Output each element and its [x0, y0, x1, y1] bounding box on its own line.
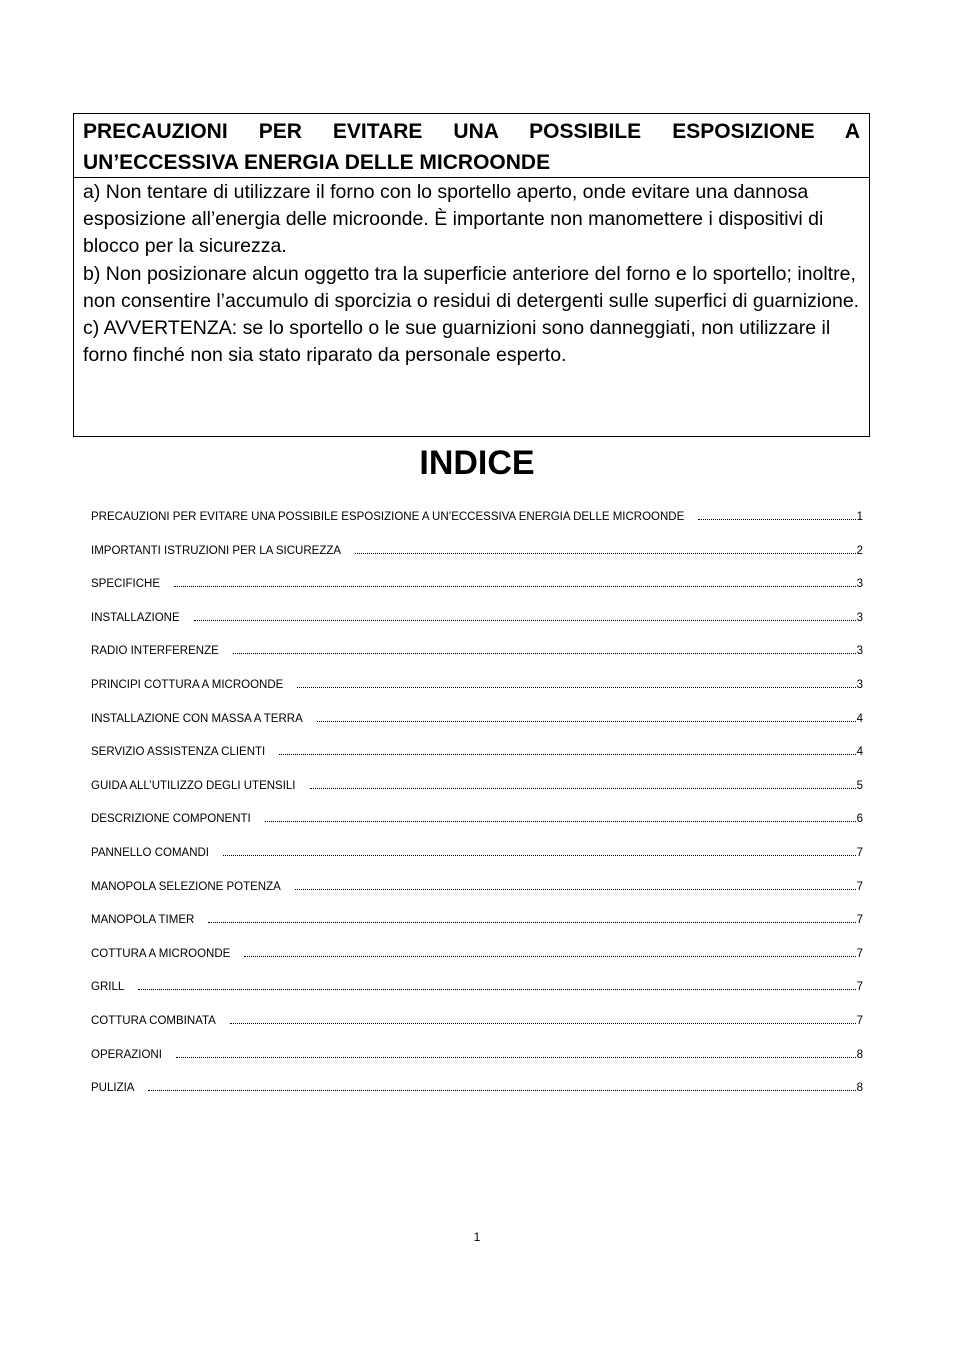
- toc-entry-label: MANOPOLA TIMER: [91, 914, 195, 927]
- toc-entry-label: GRILL: [91, 981, 125, 994]
- toc-entry-page: 7: [856, 880, 863, 893]
- toc-entry-label: DESCRIZIONE COMPONENTI: [91, 813, 251, 826]
- toc-entry-label: OPERAZIONI: [91, 1048, 162, 1061]
- toc-entry-label: SPECIFICHE: [91, 578, 161, 591]
- toc-entry-leader: [279, 753, 855, 755]
- toc-entry-page: 1: [856, 511, 863, 523]
- toc-entry-label: COTTURA COMBINATA: [91, 1014, 216, 1027]
- toc-entry-leader: [698, 518, 855, 520]
- toc-entry[interactable]: [91, 676, 863, 710]
- toc-entry-leader: [148, 1089, 855, 1091]
- toc-entry-page: 3: [856, 678, 863, 691]
- toc-entry-leader: [230, 1022, 856, 1024]
- precaution-paragraph-b: b) Non posizionare alcun oggetto tra la superficie anteriore del forno e lo sportello; inoltre, non consentire l’accumulo di sporcizia o residui di detergenti sulle superfici di guarnizione.: [83, 262, 860, 312]
- toc-entry[interactable]: [91, 777, 863, 811]
- page-number: 1: [473, 1230, 481, 1244]
- precautions-title: [74, 114, 869, 178]
- toc-entry[interactable]: [91, 542, 863, 576]
- toc-entry-leader: [310, 787, 856, 789]
- precaution-paragraph-a: a) Non tentare di utilizzare il forno con lo sportello aperto, onde evitare una dannosa esposizione all’energia delle microonde. È importante non manomettere i dispositivi di blocco per la sicurezza.: [83, 181, 824, 258]
- toc-entry[interactable]: [91, 1012, 863, 1046]
- toc-entry-label: PRECAUZIONI PER EVITARE UNA POSSIBILE ESPOSIZIONE A UN’ECCESSIVA ENERGIA DELLE MICROONDE: [91, 511, 685, 523]
- toc-entry-leader: [355, 552, 856, 554]
- toc-entry-leader: [317, 720, 856, 722]
- toc-entry-leader: [208, 921, 855, 923]
- toc-entry-leader: [233, 652, 856, 654]
- toc-entry-label: PULIZIA: [91, 1082, 135, 1095]
- toc-entry-leader: [244, 955, 855, 957]
- toc-entry-label: MANOPOLA SELEZIONE POTENZA: [91, 880, 281, 893]
- toc-entry-label: INSTALLAZIONE: [91, 611, 180, 624]
- precautions-body: [74, 178, 869, 369]
- toc-entry-leader: [223, 854, 856, 856]
- toc-entry-leader: [138, 988, 855, 990]
- toc-entry-label: GUIDA ALL’UTILIZZO DEGLI UTENSILI: [91, 779, 296, 792]
- toc-entry-label: PANNELLO COMANDI: [91, 846, 210, 859]
- toc-entry[interactable]: [91, 710, 863, 744]
- toc-entry-page: 3: [856, 645, 863, 658]
- toc-list: [91, 508, 863, 1113]
- toc-entry[interactable]: [91, 945, 863, 979]
- toc-entry[interactable]: [91, 978, 863, 1012]
- toc-entry-label: IMPORTANTI ISTRUZIONI PER LA SICUREZZA: [91, 544, 342, 557]
- toc-entry[interactable]: [91, 743, 863, 777]
- toc-entry-leader: [176, 1056, 856, 1058]
- toc-entry-page: 7: [856, 947, 863, 960]
- toc-entry-page: 7: [856, 1014, 863, 1027]
- toc-entry[interactable]: [91, 508, 863, 542]
- toc-entry-label: COTTURA A MICROONDE: [91, 947, 231, 960]
- toc-entry-page: 4: [856, 746, 863, 759]
- toc-entry-page: 3: [856, 578, 863, 591]
- toc-entry[interactable]: [91, 642, 863, 676]
- toc-entry-leader: [194, 619, 856, 621]
- toc-entry-leader: [295, 888, 856, 890]
- toc-entry-page: 6: [856, 813, 863, 826]
- toc-entry-label: SERVIZIO ASSISTENZA CLIENTI: [91, 746, 266, 759]
- toc-entry[interactable]: [91, 609, 863, 643]
- toc-entry-leader: [297, 686, 855, 688]
- toc-entry-leader: [174, 585, 856, 587]
- toc-entry-page: 7: [856, 846, 863, 859]
- toc-title: INDICE: [419, 444, 535, 482]
- toc-entry-label: PRINCIPI COTTURA A MICROONDE: [91, 678, 284, 691]
- toc-entry[interactable]: [91, 1079, 863, 1113]
- toc-entry[interactable]: [91, 1046, 863, 1080]
- toc-entry-page: 8: [856, 1048, 863, 1061]
- toc-entry-page: 7: [856, 914, 863, 927]
- toc-entry-page: 7: [856, 981, 863, 994]
- precautions-title-line2: UN’ECCESSIVA ENERGIA DELLE MICROONDE: [83, 151, 551, 174]
- toc-entry-page: 2: [856, 544, 863, 557]
- precautions-box: [73, 113, 870, 437]
- precautions-title-line1: PRECAUZIONI PER EVITARE UNA POSSIBILE ESPOSIZIONE A: [83, 120, 860, 143]
- toc-entry-page: 3: [856, 611, 863, 624]
- toc-entry-label: RADIO INTERFERENZE: [91, 645, 219, 658]
- toc-entry[interactable]: [91, 911, 863, 945]
- toc-entry-page: 4: [856, 712, 863, 725]
- toc-entry-leader: [265, 820, 856, 822]
- toc-entry[interactable]: [91, 575, 863, 609]
- toc-entry[interactable]: [91, 810, 863, 844]
- toc-entry[interactable]: [91, 878, 863, 912]
- toc-entry-label: INSTALLAZIONE CON MASSA A TERRA: [91, 712, 303, 725]
- precaution-paragraph-c: c) AVVERTENZA: se lo sportello o le sue guarnizioni sono danneggiati, non utilizzare il forno finché non sia stato riparato da personale esperto.: [83, 317, 831, 367]
- toc-entry-page: 8: [856, 1082, 863, 1095]
- toc-entry-page: 5: [856, 779, 863, 792]
- toc-entry[interactable]: [91, 844, 863, 878]
